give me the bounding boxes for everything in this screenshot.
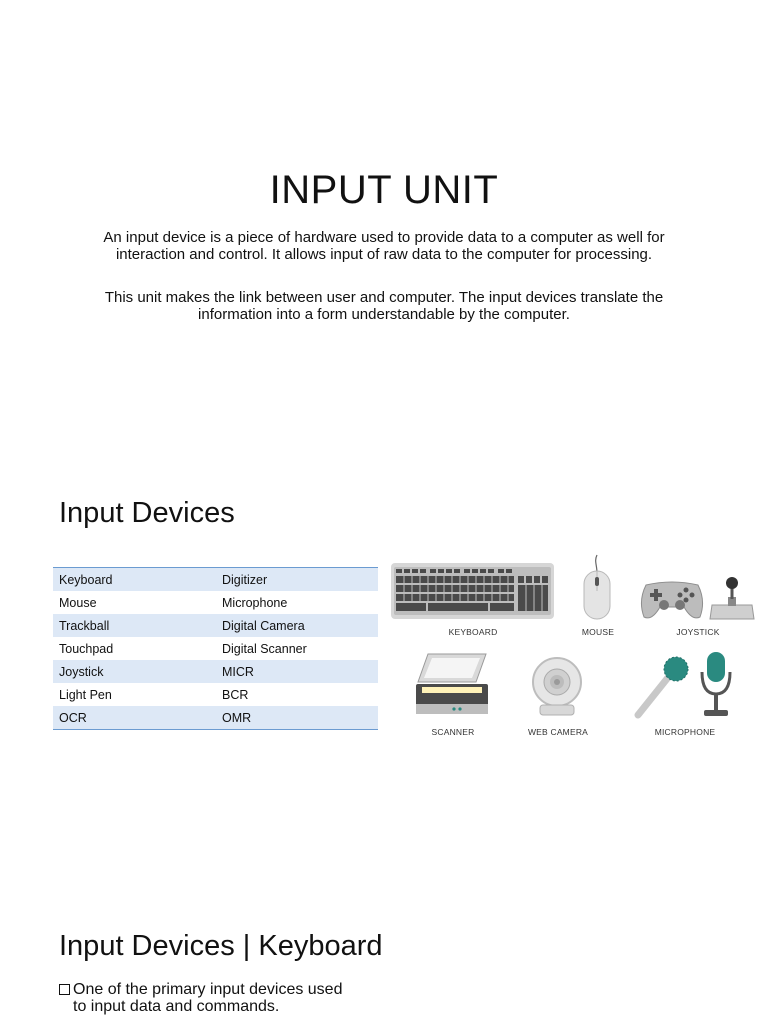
table-cell: Microphone <box>222 595 288 610</box>
bullet-text-continued: to input data and commands. <box>73 998 280 1015</box>
slide-title: Input Devices <box>59 497 235 529</box>
scanner-icon <box>414 652 490 718</box>
intro-paragraph: An input device is a piece of hardware used to provide data to a computer as well for interaction and control. It allows input of raw data to the computer for processing. <box>103 229 665 263</box>
checkbox-bullet-icon <box>59 984 70 995</box>
desk-microphone-icon <box>698 650 734 722</box>
table-cell: Trackball <box>53 614 216 637</box>
slide-title: Input Devices | Keyboard <box>59 930 383 962</box>
table-cell: Digital Scanner <box>222 641 307 656</box>
link-paragraph: This unit makes the link between user and computer. The input devices translate the information into a form understandable by the computer. <box>104 289 664 323</box>
devices-table <box>53 567 378 730</box>
table-row <box>53 614 378 637</box>
table-cell: BCR <box>222 687 249 702</box>
microphone-label: MICROPHONE <box>654 727 716 737</box>
mouse-label: MOUSE <box>581 627 615 637</box>
table-cell: Digitizer <box>216 568 378 592</box>
table-cell: OCR <box>53 706 216 730</box>
scanner-label: SCANNER <box>431 727 475 737</box>
slide-title: INPUT UNIT <box>269 168 499 212</box>
table-row <box>53 706 378 730</box>
table-cell: OMR <box>216 706 378 730</box>
webcam-icon <box>530 655 584 719</box>
bullet-text: One of the primary input devices used <box>73 981 343 998</box>
webcam-label: WEB CAMERA <box>527 727 589 737</box>
table-row <box>53 637 378 660</box>
table-cell: Touchpad <box>59 641 114 656</box>
gamepad-icon <box>638 577 706 621</box>
table-cell: MICR <box>216 660 378 683</box>
keyboard-icon <box>390 561 555 621</box>
table-cell: Joystick <box>53 660 216 683</box>
table-row <box>53 591 378 614</box>
joystick-label: JOYSTICK <box>676 627 720 637</box>
joystick-icon <box>708 575 756 621</box>
keyboard-label: KEYBOARD <box>448 627 498 637</box>
table-cell: Keyboard <box>53 568 216 592</box>
table-cell: Mouse <box>59 595 97 610</box>
mouse-icon <box>580 553 614 623</box>
table-row <box>53 568 378 592</box>
bullet-item <box>59 981 399 1015</box>
handheld-microphone-icon <box>632 655 692 721</box>
table-row <box>53 660 378 683</box>
table-cell: Light Pen <box>59 687 112 702</box>
table-row <box>53 683 378 706</box>
table-cell: Digital Camera <box>216 614 378 637</box>
